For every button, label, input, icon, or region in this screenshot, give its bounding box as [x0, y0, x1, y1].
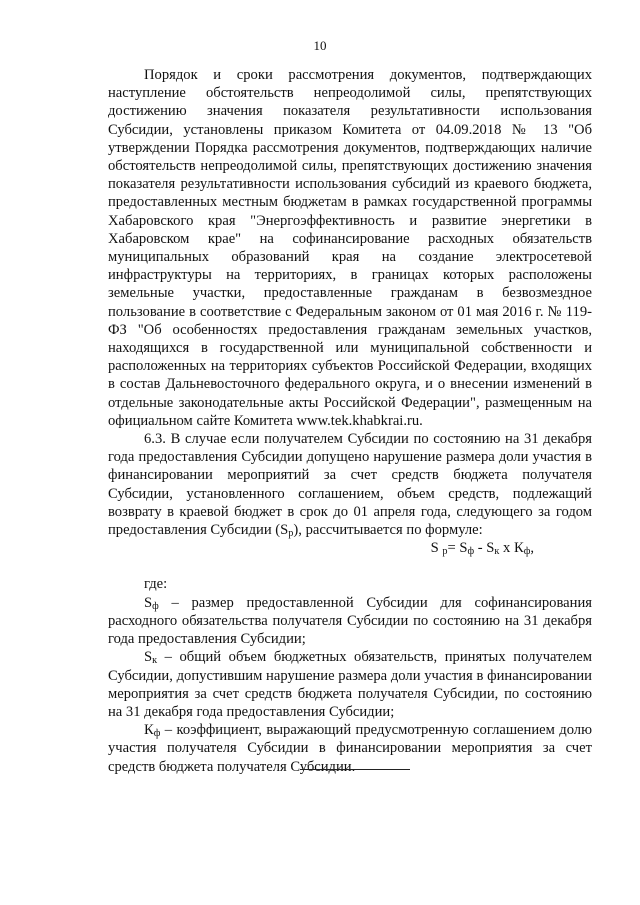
- formula-k-symbol: К: [513, 540, 524, 557]
- formula-minus: -: [474, 540, 487, 557]
- formula-sub-k: к: [494, 546, 500, 558]
- formula-end: ,: [530, 540, 534, 557]
- page-number: 10: [313, 38, 327, 53]
- paragraph-6-3: [108, 430, 592, 539]
- formula-s-symbol: S: [430, 540, 439, 557]
- symbol-sub-f: ф: [153, 728, 161, 740]
- formula-sub-f: ф: [523, 546, 531, 558]
- paragraph-6-3-end: ), рассчитывается по формуле:: [293, 522, 483, 539]
- symbol-s: S: [144, 594, 153, 611]
- paragraph-procedure: Порядок и сроки рассмотрения документов, подтверждающих наступление обстоятельств непреодолимой силы, препятствующих достижению значения показателя результативности использования Субсидии, установлены приказом Комитета от 04.09.2018 № 13 "Об утверждении Порядка рассмотрения документов, подтверждающих наличие обстоятельств непреодолимой силы, препятствующих достижению значения показателя результативности использования субсидий из краевого бюджета, предоставленных местным бюджетам в рамках государственной программы Хабаровского края "Энергоэффективность и развитие энергетики в Хабаровском крае" на софинансирование расходных обязательств муниципальных образований края на создание электросетевой инфраструктуры на территориях, в границах которых расположены земельные участки, предоставленные гражданам в безвозмездное пользование в соответствие с Федеральным законом от 01 мая 2016 г. № 119-ФЗ "Об особенностях предоставления гражданам земельных участков, находящихся в государственной или муниципальной собственности и расположенных на территориях субъектов Российской Федерации, входящих в состав Дальневосточного федерального округа, и о внесении изменений в отдельные законодательные акты Российской Федерации", размещенным на официальном сайте Комитета www.tek.khabkrai.ru.: [108, 67, 592, 429]
- where-label: где:: [144, 576, 168, 593]
- paragraph-6-3-text: 6.3. В случае если получателем Субсидии по состоянию на 31 декабря года предоставления Субсидии допущено нарушение размера доли участия в финансировании мероприятий за счет средств бюджета получателя Субсидии, установленного соглашением, объем средств, подлежащий возврату в краевой бюджет в срок до 01 апреля года, следующего за годом предоставления Субсидии (S: [108, 431, 592, 539]
- document-body: [108, 66, 592, 776]
- formula-sub-p: р: [442, 546, 448, 558]
- formula-times: x: [499, 540, 514, 557]
- symbol-sub-f: ф: [152, 600, 159, 612]
- symbol-sub-k: к: [152, 655, 158, 667]
- formula-sub-f: ф: [467, 546, 475, 558]
- formula-s-symbol: S: [486, 540, 495, 557]
- definition-kf: [108, 721, 592, 776]
- definition-sf-text: – размер предоставленной Субсидии для софинансирования расходного обязательства получателя Субсидии по состоянию на 31 декабря года предоставления Субсидии;: [108, 594, 592, 648]
- definition-sk-text: – общий объем бюджетных обязательств, принятых получателем Субсидии, допустившим нарушение размера доли участия в финансировании мероприятия за счет средств бюджета получателя Субсидии, по состоянию на 31 декабря года предоставления Субсидии;: [108, 649, 592, 720]
- subscript-p: р: [288, 528, 294, 540]
- symbol-k: К: [144, 722, 154, 739]
- closing-rule: [300, 769, 410, 770]
- symbol-s: S: [144, 649, 153, 666]
- formula-equals: =: [447, 540, 460, 557]
- spacer: [108, 557, 592, 575]
- definition-sf: [108, 594, 592, 649]
- definition-sk: [108, 648, 592, 721]
- formula-s-symbol: S: [459, 540, 468, 557]
- formula: [108, 539, 592, 557]
- definition-kf-text: – коэффициент, выражающий предусмотренную соглашением долю участия получателя Субсидии в финансировании мероприятия за счет средств бюджета получателя Субсидии.: [108, 722, 592, 775]
